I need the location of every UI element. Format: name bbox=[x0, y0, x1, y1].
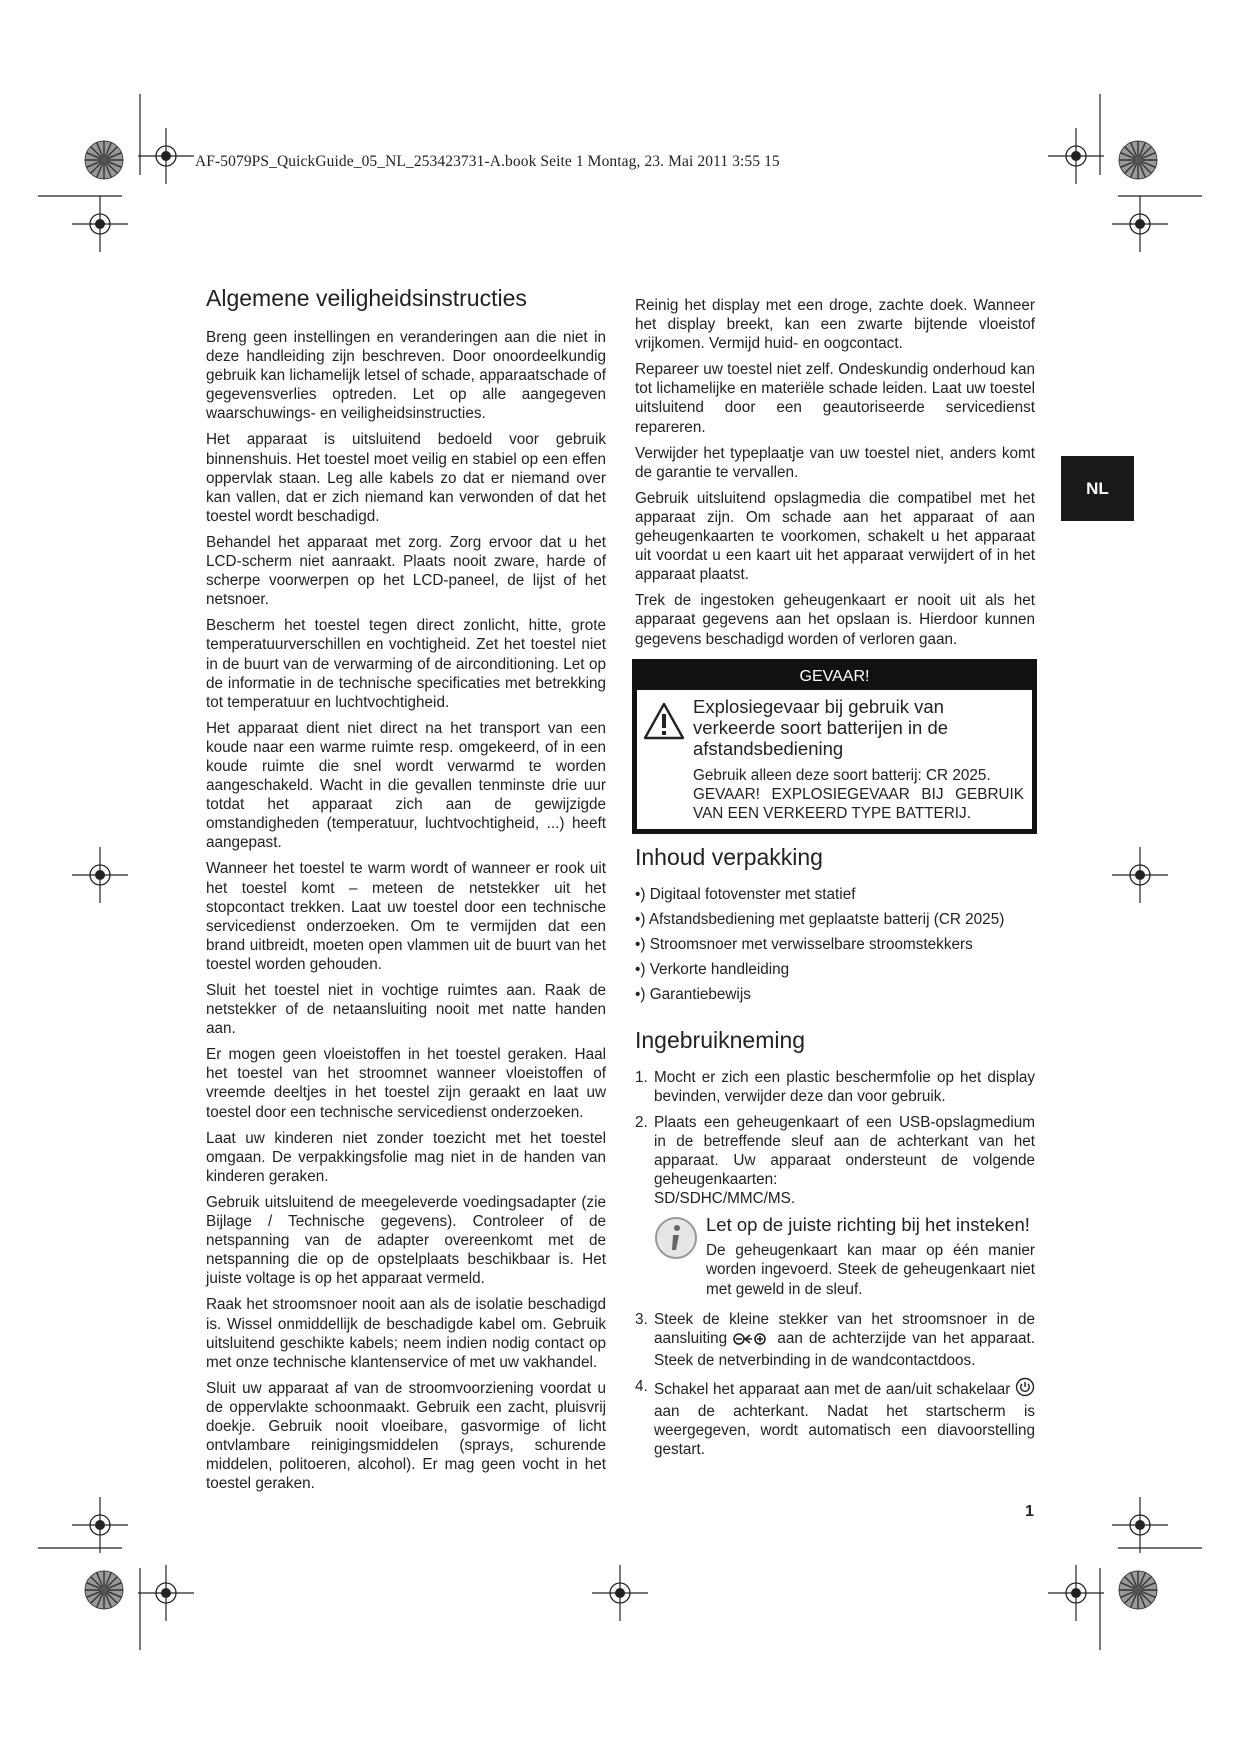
safety-paragraph: Reinig het display met een droge, zachte doek. Wanneer het display breekt, kan een zwarte bijtende vloeistof vrijkomen. Vermijd huid- en oogcontact. bbox=[635, 297, 1035, 353]
safety-paragraph: Gebruik uitsluitend de meegeleverde voedingsadapter (zie Bijlage / Technische gegevens). Controleer of de netspanning van de adapter overeenkomt met de netspanning die op de opstelplaats beschikbaar is. Het juiste voltage is op het apparaat vermeld. bbox=[206, 1193, 606, 1288]
safety-paragraph: Het apparaat is uitsluitend bedoeld voor gebruik binnenshuis. Het toestel moet veilig en stabiel op een effen oppervlak staan. Leg alle kabels zo dat er niemand over kan vallen, dat er zich niemand kan verwonden of dat het toestel wordt beschadigd. bbox=[206, 431, 606, 525]
list-item bbox=[635, 1377, 1035, 1459]
warning-title: Explosiegevaar bij gebruik van verkeerde soort batterijen in de afstandsbediening bbox=[693, 695, 949, 759]
list-item: •) Afstandsbediening met geplaatste batterij (CR 2025) bbox=[635, 910, 1005, 928]
warning-text: Gebruik alleen deze soort batterij: CR 2025. bbox=[693, 766, 991, 784]
step-number: 2. bbox=[635, 1113, 648, 1131]
warning-caps-text: GEVAAR! EXPLOSIEGEVAAR BIJ GEBRUIK VAN EEN VERKEERD TYPE BATTERIJ. bbox=[693, 785, 1024, 822]
safety-paragraph: Behandel het apparaat met zorg. Zorg ervoor dat u het LCD-scherm niet aanraakt. Plaats nooit zware, harde of scherpe voorwerpen op het LCD-paneel, de lijst of het netsnoer. bbox=[206, 533, 606, 609]
language-tab: NL bbox=[1061, 456, 1134, 521]
list-item bbox=[635, 1068, 1035, 1106]
safety-paragraph: Verwijder het typeplaatje van uw toestel niet, anders komt de garantie te vervallen. bbox=[635, 444, 1035, 481]
safety-paragraph: Repareer uw toestel niet zelf. Ondeskundig onderhoud kan tot lichamelijke en materiële schade leiden. Laat uw toestel uitsluitend door een geautoriseerde servicedienst repareren. bbox=[635, 361, 1035, 436]
safety-paragraph: Sluit het toestel niet in vochtige ruimtes aan. Raak de netstekker of de netaansluiting nooit met natte handen aan. bbox=[206, 982, 606, 1038]
step-text: Steek de kleine stekker van het stroomsnoer in de aansluiting bbox=[654, 1310, 1035, 1347]
note-text: De geheugenkaart kan maar op één manier worden ingevoerd. Steek de geheugenkaart niet met geweld in de sleuf. bbox=[706, 1242, 1035, 1298]
list-item bbox=[635, 1113, 1035, 1303]
safety-paragraph: Gebruik uitsluitend opslagmedia die compatibel met het apparaat zijn. Om schade aan het apparaat of aan geheugenkaarten te voorkomen, schakelt u het apparaat uit voordat u een kaart uit het apparaat verwijdert of in het apparaat plaatst. bbox=[635, 489, 1035, 584]
print-file-header: AF-5079PS_QuickGuide_05_NL_253423731-A.book Seite 1 Montag, 23. Mai 2011 3:55 15 bbox=[195, 153, 780, 170]
step-text: aan de achterkant. Nadat het startscherm is weergegeven, wordt automatisch een diavoorstelling gestart. bbox=[654, 1403, 1035, 1459]
package-title: Inhoud verpakking bbox=[635, 843, 823, 870]
page-number: 1 bbox=[1025, 1503, 1034, 1520]
safety-paragraph: Het apparaat dient niet direct na het transport van een koude naar een warme ruimte resp. omgekeerd, of in een koude ruimte die snel wordt verwarmd te worden aangeschakeld. Wacht in die gevallen tenminste drie uur totdat het apparaat zich aan de gewijzigde omstandigheden (temperatuur, luchtvochtigheid, ...) heeft aangepast. bbox=[206, 719, 606, 852]
package-list bbox=[635, 885, 1035, 1004]
step-text: Plaats een geheugenkaart of een USB-opslagmedium in de betreffende sleuf aan de achterkant van het apparaat. Uw apparaat ondersteunt de volgende geheugenkaarten: bbox=[654, 1113, 1035, 1189]
safety-paragraph: Er mogen geen vloeistoffen in het toestel geraken. Haal het toestel van het stroomnet wanneer vloeistoffen of vreemde deeltjes in het toestel zijn geraakt en laat uw toestel door een technische servicedienst onderzoeken. bbox=[206, 1046, 606, 1121]
list-item: •) Garantiebewijs bbox=[635, 985, 751, 1003]
step-number: 3. bbox=[635, 1310, 648, 1328]
step-number: 1. bbox=[635, 1068, 648, 1086]
note-title: Let op de juiste richting bij het insteken! bbox=[706, 1214, 1030, 1236]
list-item bbox=[635, 1310, 1035, 1370]
safety-section bbox=[206, 284, 606, 1500]
safety-paragraph: Trek de ingestoken geheugenkaart er nooit uit als het apparaat gegevens aan het opslaan is. Hierdoor kunnen gegevens beschadigd worden of verloren gaan. bbox=[635, 592, 1035, 648]
right-column bbox=[635, 296, 1035, 1466]
safety-paragraph: Raak het stroomsnoer nooit aan als de isolatie beschadigd is. Wissel onmiddellijk de beschadigde kabel om. Gebruik uitsluitend geschikte kabels; neem indien nodig contact op met onze technische klantenservice of met uw vakhandel. bbox=[206, 1296, 606, 1371]
warning-heading: GEVAAR! bbox=[637, 664, 1032, 690]
info-note bbox=[654, 1214, 1035, 1298]
step-text: Schakel het apparaat aan met de aan/uit schakelaar bbox=[654, 1380, 1011, 1398]
start-title: Ingebruikneming bbox=[635, 1026, 806, 1053]
safety-paragraph: Breng geen instellingen en veranderingen aan die niet in deze handleiding zijn beschreven. Door onoordeelkundig gebruik kan lichamelijk letsel of schade, apparaatschade of gegevensverlies optreden. Let op alle aangegeven waarschuwings- en veiligheidsinstructies. bbox=[206, 329, 606, 423]
card-types: SD/SDHC/MMC/MS. bbox=[654, 1190, 796, 1208]
warning-triangle-icon bbox=[643, 702, 687, 823]
info-icon bbox=[654, 1214, 706, 1298]
step-text: aan de achterzijde van het apparaat. Steek de netverbinding in de wandcontactdoos. bbox=[654, 1329, 1036, 1369]
dc-power-icon bbox=[733, 1332, 771, 1351]
safety-title: Algemene veiligheidsinstructies bbox=[206, 285, 527, 311]
list-item: •) Digitaal fotovenster met statief bbox=[635, 885, 856, 903]
power-switch-icon bbox=[1015, 1377, 1035, 1402]
safety-paragraph: Bescherm het toestel tegen direct zonlicht, hitte, grote temperatuurverschillen en vochtigheid. Zet het toestel niet in de buurt van de verwarming of de airconditioning. Let op de informatie in de technische specificaties met betrekking tot temperatuur en luchtvochtigheid. bbox=[206, 617, 606, 711]
safety-paragraph: Sluit uw apparaat af van de stroomvoorziening voordat u de oppervlakte schoonmaakt. Gebruik een zacht, pluisvrij doekje. Gebruik nooit vloeibare, gasvormige of licht ontvlambare reinigingsmiddelen (sprays, schurende middelen, politoeren, alcohol). Er mag geen vocht in het toestel geraken. bbox=[206, 1379, 606, 1493]
list-item: •) Verkorte handleiding bbox=[635, 960, 790, 978]
list-item: •) Stroomsnoer met verwisselbare stroomstekkers bbox=[635, 935, 973, 953]
danger-warning-box bbox=[632, 659, 1037, 834]
safety-paragraph: Laat uw kinderen niet zonder toezicht met het toestel omgaan. De verpakkingsfolie mag niet in de handen van kinderen geraken. bbox=[206, 1129, 606, 1185]
start-steps bbox=[635, 1068, 1035, 1460]
safety-paragraph: Wanneer het toestel te warm wordt of wanneer er rook uit het toestel komt – meteen de netstekker uit het stopcontact trekken. Laat uw toestel door een technische servicedienst onderzoeken. Om te vermijden dat een brand uitbreidt, moeten open vlammen uit de buurt van het toestel worden gehouden. bbox=[206, 860, 606, 973]
step-text: Mocht er zich een plastic beschermfolie op het display bevinden, verwijder deze dan voor gebruik. bbox=[654, 1068, 1035, 1105]
step-number: 4. bbox=[635, 1377, 648, 1395]
